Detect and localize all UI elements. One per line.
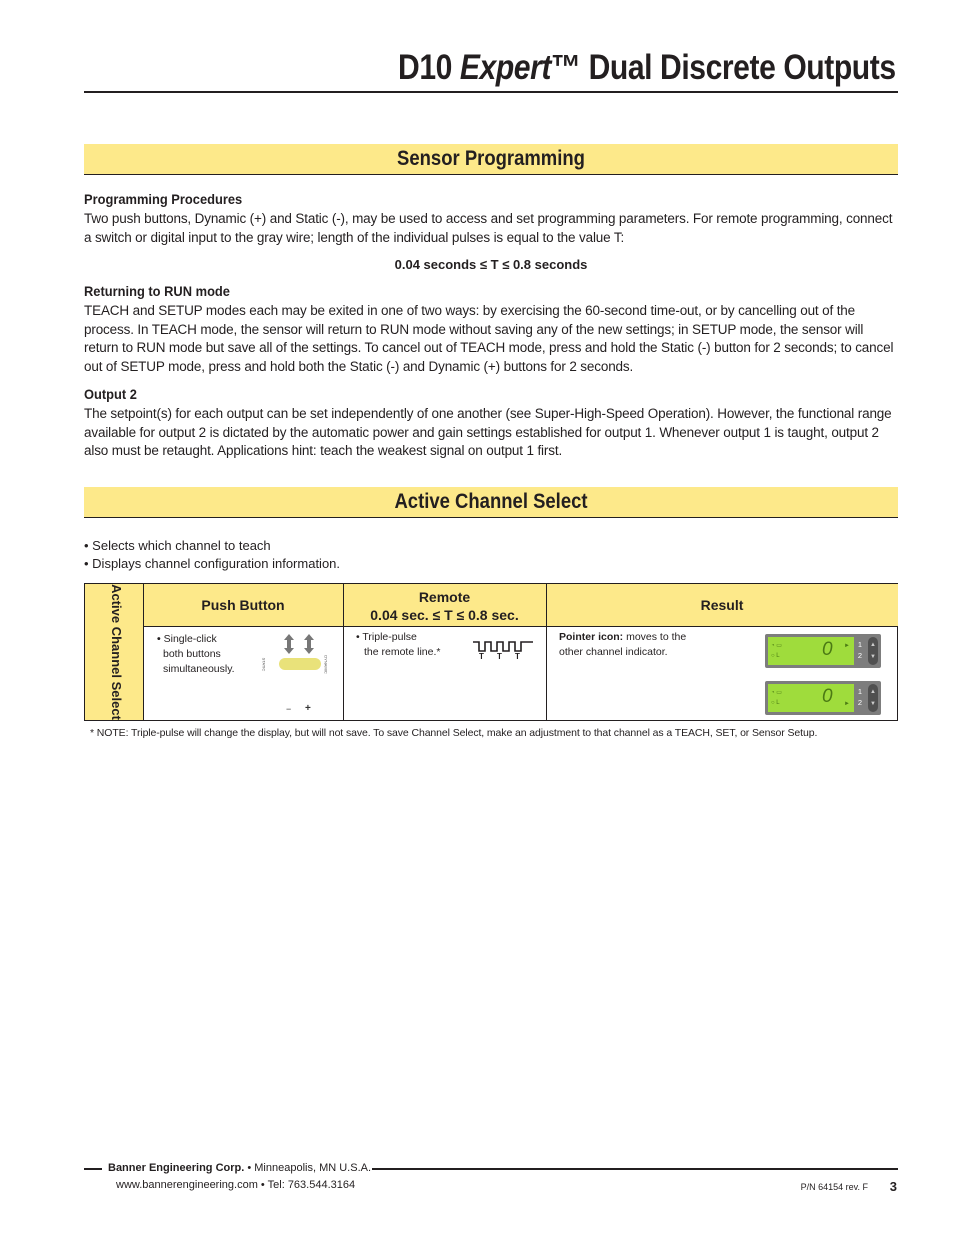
up-arrow-icon: ▲ — [870, 689, 876, 695]
remote-header: Remote 0.04 sec. ≤ T ≤ 0.8 sec. — [370, 589, 519, 623]
channel-indicator: 1 2 — [857, 687, 863, 707]
dynamic-plus-label: + — [305, 703, 311, 714]
lcd-status-icon: ○ L — [771, 700, 780, 706]
pointer-icon: ► — [844, 701, 850, 707]
page-title: D10 Expert™ Dual Discrete Outputs — [398, 48, 896, 87]
sensor-programming-heading: Sensor Programming — [397, 147, 585, 170]
push-button-header: Push Button — [201, 597, 285, 613]
returning-run-text: TEACH and SETUP modes each may be exited in one of two ways: by exercising the 60-second time-out, or by cancelling out of the process. In TEACH mode, the sensor will return to RUN mode without saving any of the new settings; in SETUP mode, the sensor will return to RUN mode but save all of the settings. To cancel out of TEACH mode, press and hold the Static (-) button for 2 seconds; to cancel out of SETUP mode, press and hold both the Static (-) and Dynamic (+) buttons for 2 seconds. — [84, 303, 894, 374]
sensor-display-channel-2 — [765, 681, 881, 715]
title-rule — [84, 91, 898, 93]
channel-indicator: 1 2 — [857, 640, 863, 660]
static-label: STATIC — [261, 657, 267, 672]
website-link[interactable]: www.bannerengineering.com — [116, 1179, 258, 1191]
returning-run-title: Returning to RUN mode — [84, 283, 230, 299]
programming-procedures-title: Programming Procedures — [84, 191, 243, 207]
footer-contact: www.bannerengineering.com • Tel: 763.544.3164 — [116, 1179, 356, 1191]
down-arrow-icon: ▼ — [870, 654, 876, 660]
timing-formula: 0.04 seconds ≤ T ≤ 0.8 seconds — [394, 257, 588, 272]
output2-text: The setpoint(s) for each output can be set independently of one another (see Super-High-Speed Operation). However, the functional range available for output 2 is dictated by the automatic power and gain settings established for output 1. Whenever output 1 is taught, output 2 also must be retaught. Applications hint: teach the weakest signal on output 1 first. — [84, 406, 892, 459]
lcd-screen — [768, 637, 854, 665]
up-arrow-icon: ▲ — [870, 642, 876, 648]
pointer-icon: ► — [844, 643, 850, 649]
lcd-status-icon: ◔ ▭ — [771, 690, 782, 696]
channel-select-table — [84, 583, 898, 721]
triple-pulse-diagram — [471, 640, 535, 664]
list-item: • Selects which channel to teach — [84, 538, 271, 553]
sensor-display-channel-1 — [765, 634, 881, 668]
lcd-status-icon: ○ L — [771, 653, 780, 659]
result-description: Pointer icon: moves to the other channel indicator. — [559, 631, 687, 658]
dynamic-label: DYNAMIC — [323, 655, 329, 674]
row-label: Active Channel Select — [109, 584, 124, 720]
static-minus-label: − — [286, 704, 292, 714]
lcd-digit: 0 — [822, 686, 833, 707]
lcd-screen — [768, 684, 854, 712]
feature-list — [84, 537, 340, 573]
page-number: 3 — [889, 1179, 897, 1194]
active-channel-band — [84, 487, 898, 518]
lcd-status-icon: ◔ ▭ — [771, 643, 782, 649]
push-button-instructions: • Single-click both buttons simultaneously. — [157, 633, 235, 675]
programming-procedures-text: Two push buttons, Dynamic (+) and Static (-), may be used to access and set programming parameters. For remote programming, connect a switch or digital input to the gray wire; length of the individual pulses is equal to the value T: — [84, 211, 893, 245]
sensor-programming-band — [84, 144, 898, 175]
part-number: P/N 64154 rev. F — [800, 1182, 868, 1192]
push-buttons-graphic — [261, 632, 335, 714]
device-buttons — [868, 637, 878, 665]
footer-rule — [372, 1168, 898, 1170]
device-buttons — [868, 684, 878, 712]
footer-rule — [84, 1168, 102, 1170]
pulse-label: T — [497, 652, 502, 661]
pulse-label: T — [479, 652, 484, 661]
active-channel-heading: Active Channel Select — [394, 490, 588, 513]
footer-company: Banner Engineering Corp. • Minneapolis, MN U.S.A. — [108, 1162, 372, 1174]
down-arrow-icon: ▼ — [870, 701, 876, 707]
lcd-digit: 0 — [822, 639, 833, 660]
pulse-label: T — [515, 652, 520, 661]
result-header: Result — [700, 597, 744, 613]
table-footnote: * NOTE: Triple-pulse will change the display, but will not save. To save Channel Select, make an adjustment to that channel as a TEACH, SET, or Sensor Setup. — [90, 727, 818, 739]
list-item: • Displays channel configuration information. — [84, 556, 341, 571]
output2-title: Output 2 — [84, 386, 137, 402]
remote-instructions: • Triple-pulse the remote line.* — [356, 631, 441, 658]
